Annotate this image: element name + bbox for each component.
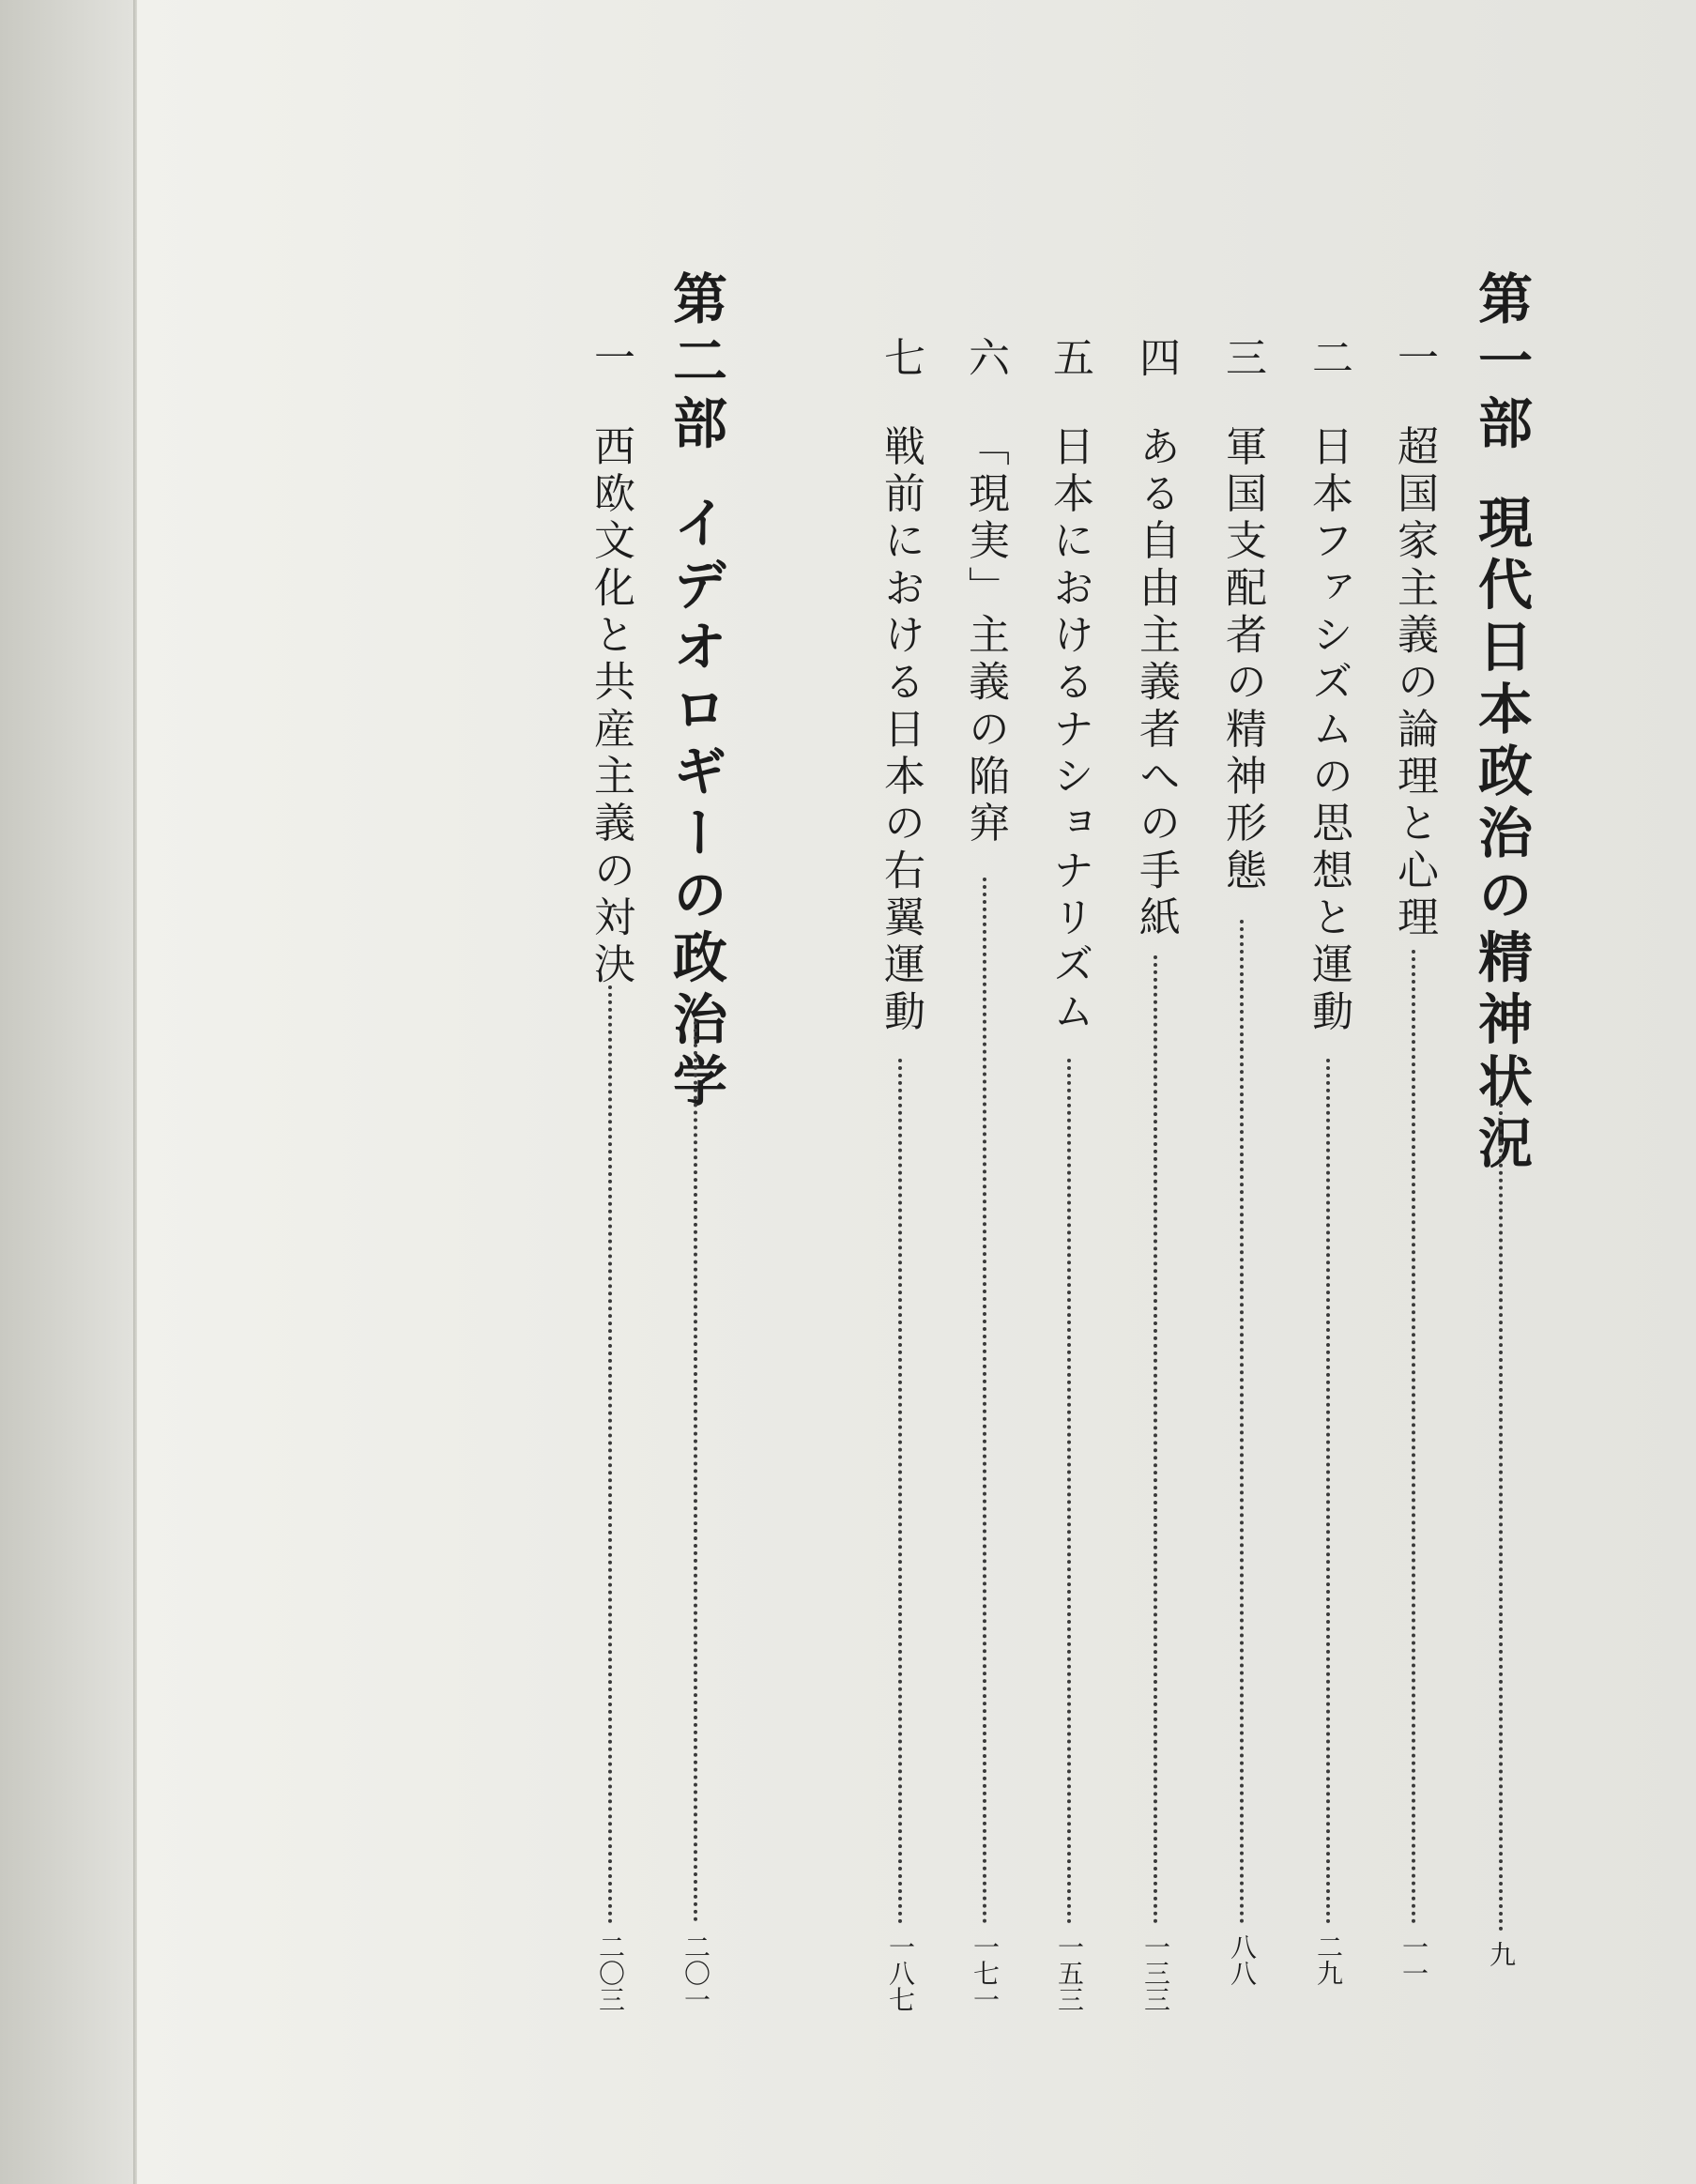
- chapter-number: 七: [877, 336, 924, 384]
- toc-entry[interactable]: [1031, 0, 1107, 2184]
- chapter-number: 一: [1390, 336, 1438, 384]
- page-number: 一一: [1398, 1933, 1429, 1986]
- page-number: 二〇三: [595, 1933, 626, 2012]
- chapter-title: 戦前における日本の右翼運動: [877, 424, 924, 1037]
- chapter-number: 三: [1218, 336, 1266, 384]
- dot-leader: [983, 878, 986, 1924]
- dot-leader: [1067, 1059, 1071, 1924]
- part-label: 第一部: [1469, 270, 1533, 457]
- dot-leader: [898, 1059, 902, 1924]
- toc-entry[interactable]: [573, 0, 648, 2184]
- dot-leader: [1326, 1059, 1330, 1924]
- chapter-number: 五: [1046, 336, 1093, 384]
- page-number: 二〇一: [680, 1933, 711, 2012]
- chapter-number: 四: [1132, 336, 1180, 384]
- part-title: 現代日本政治の精神状況: [1469, 494, 1533, 1177]
- chapter-title: 西欧文化と共産主義の対決: [587, 424, 634, 990]
- part-label: 第二部: [664, 270, 727, 457]
- dot-leader: [694, 1021, 697, 1922]
- dot-leader: [1154, 955, 1157, 1924]
- chapter-title: 日本におけるナショナリズム: [1046, 424, 1093, 1037]
- toc-entry[interactable]: [863, 0, 938, 2184]
- page-number: 二九: [1313, 1933, 1344, 1986]
- toc-entry[interactable]: [1204, 0, 1279, 2184]
- dot-leader: [1240, 920, 1244, 1924]
- page-number: 九: [1486, 1941, 1517, 1967]
- page-number: 一八七: [885, 1933, 916, 2012]
- page-number: 一七一: [970, 1933, 1001, 2012]
- chapter-number: 一: [587, 336, 634, 384]
- chapter-title: 超国家主義の論理と心理: [1390, 424, 1438, 942]
- dot-leader: [1499, 1096, 1503, 1932]
- part-title: イデオロギーの政治学: [664, 494, 727, 1115]
- book-gutter: [0, 0, 136, 2184]
- dot-leader: [1412, 950, 1415, 1924]
- part-heading-2: [658, 0, 733, 2184]
- toc-entry[interactable]: [1376, 0, 1451, 2184]
- chapter-title: ある自由主義者への手紙: [1132, 424, 1180, 942]
- page-number: 一五三: [1054, 1933, 1085, 2012]
- toc-entry[interactable]: [1118, 0, 1193, 2184]
- dot-leader: [608, 985, 612, 1924]
- page-number: 一三三: [1140, 1933, 1171, 2012]
- chapter-number: 六: [961, 336, 1009, 384]
- page-number: 八八: [1227, 1933, 1258, 1986]
- toc-entry[interactable]: [947, 0, 1022, 2184]
- chapter-title: 軍国支配者の精神形態: [1218, 424, 1266, 895]
- chapter-number: 二: [1305, 336, 1352, 384]
- toc-page: [137, 0, 1696, 2184]
- toc-entry[interactable]: [1291, 0, 1366, 2184]
- chapter-title: 日本ファシズムの思想と運動: [1305, 424, 1352, 1037]
- part-heading-1: [1463, 0, 1538, 2184]
- chapter-title: 「現実」主義の陥穽: [961, 424, 1009, 848]
